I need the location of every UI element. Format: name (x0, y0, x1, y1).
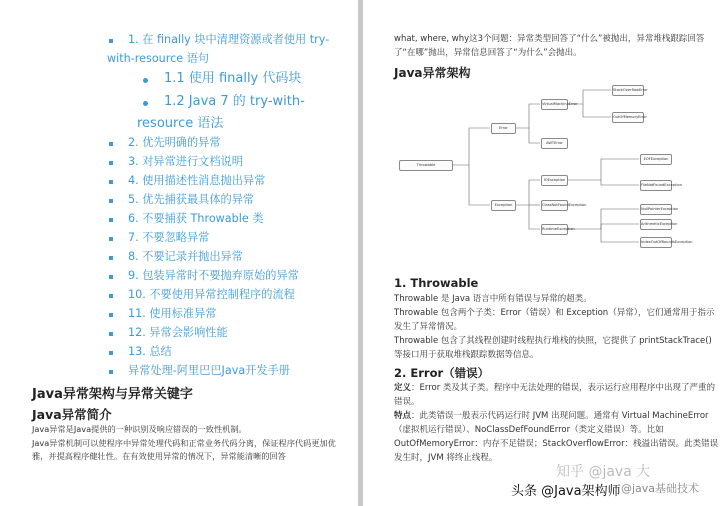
toc-item-alibaba[interactable]: 异常处理-阿里巴巴Java开发手册 (128, 364, 290, 377)
intro-paragraph-2: Java异常机制可以使程序中异常处理代码和正常业务代码分离，保证程序代码更加优雅，并提高程序健壮性。在有效使用异常的情况下，异常能清晰的回答 (32, 438, 336, 461)
toc-bullet (109, 199, 113, 203)
toc-sub-bullet (143, 78, 148, 83)
section-heading-exception-arch: Java异常架构 (394, 66, 471, 80)
section-heading-throwable: 1. Throwable (394, 276, 479, 290)
diagram-connectors (396, 80, 681, 272)
toc-bullet (109, 161, 113, 165)
toc-item-1-2-continued[interactable]: resource 语法 (137, 116, 224, 131)
watermark-extra: @java基础技术 (621, 482, 700, 495)
toc-sub-bullet (143, 101, 148, 106)
left-page (0, 0, 358, 506)
toc-bullet (109, 294, 113, 298)
toc-bullet (109, 256, 113, 260)
toc-item-1-1[interactable]: 1.1 使用 finally 代码块 (164, 71, 302, 86)
watermark-zhihu: 知乎 @java 大 (556, 464, 651, 480)
diagram-node-vm-error: VirtualMachineError (541, 99, 568, 110)
throwable-paragraph-2: Throwable 包含两个子类：Error（错误）和 Exception（异常），它们通常用于指示发生了异常情况。 (394, 308, 715, 332)
definition-text: ：Error 类及其子类。程序中无法处理的错误，表示运行应用程序中出现了严重的错误。 (394, 383, 715, 407)
toc-item-10[interactable]: 10. 不要使用异常控制程序的流程 (128, 288, 295, 301)
watermark-toutiao: 头条 @Java架构师 (511, 484, 621, 499)
section-heading-error: 2. Error（错误） (394, 366, 490, 380)
definition-label: 定义 (394, 383, 412, 393)
toc-item-1-2[interactable]: 1.2 Java 7 的 try-with- (164, 94, 305, 109)
error-definition (394, 381, 719, 409)
intro-continued: what, where, why这3个问题：异常类型回答了“什么”被抛出，异常堆栈跟踪回答了“在哪”抛出，异常信息回答了“为什么”会抛出。 (394, 34, 705, 58)
toc-item-6[interactable]: 6. 不要捕获 Throwable 类 (128, 212, 264, 225)
toc-item-13[interactable]: 13. 总结 (128, 345, 172, 358)
diagram-node-error: Error (491, 123, 516, 134)
toc-item-3[interactable]: 3. 对异常进行文档说明 (128, 155, 243, 168)
toc-bullet (109, 370, 113, 374)
features-label: 特点 (394, 411, 412, 421)
toc-bullet (109, 142, 113, 146)
right-page (363, 0, 720, 506)
toc-item-7[interactable]: 7. 不要忽略异常 (128, 231, 210, 244)
toc-item-4[interactable]: 4. 使用描述性消息抛出异常 (128, 174, 266, 187)
toc-item-12[interactable]: 12. 异常会影响性能 (128, 326, 228, 339)
diagram-node-runtime: RuntimeException (541, 224, 568, 235)
diagram-node-nullpointer: NullPointerException (640, 204, 672, 215)
diagram-node-outofmemory: OutOfMemoryError (612, 112, 644, 123)
toc-item-1[interactable]: 1. 在 finally 块中清理资源或者使用 try- (128, 33, 330, 46)
toc-item-9[interactable]: 9. 包装异常时不要抛弃原始的异常 (128, 269, 299, 282)
diagram-node-filenotfound: FileNotFoundException (640, 180, 672, 191)
toc-item-1-continued[interactable]: with-resource 语句 (107, 52, 210, 65)
diagram-node-stackoverflow: StackOverflowError (612, 85, 644, 96)
diagram-node-eof: EOFException (640, 154, 672, 165)
toc-bullet (109, 237, 113, 241)
toc-bullet (109, 351, 113, 355)
diagram-node-awt-error: AWTError (541, 138, 568, 149)
diagram-node-classnotfound: ClassNotFoundException (541, 200, 568, 211)
diagram-node-throwable: Throwable (399, 160, 453, 171)
error-features (394, 409, 719, 465)
throwable-paragraph-3: Throwable 包含了其线程创建时线程执行堆栈的快照，它提供了 printStackTrace() 等接口用于获取堆栈跟踪数据等信息。 (394, 336, 712, 360)
toc-bullet (109, 332, 113, 336)
intro-paragraph-1: Java异常是Java提供的一种识别及响应错误的一致性机制。 (32, 424, 247, 434)
toc-bullet (109, 313, 113, 317)
throwable-paragraph-1: Throwable 是 Java 语言中所有错误与异常的超类。 (394, 294, 592, 304)
diagram-node-indexoutofbounds: IndexOutOfBoundsException (640, 237, 672, 248)
toc-item-2[interactable]: 2. 优先明确的异常 (128, 136, 221, 149)
section-heading-intro: Java异常简介 (32, 407, 112, 422)
toc-bullet (109, 180, 113, 184)
toc-bullet (109, 218, 113, 222)
toc-item-11[interactable]: 11. 使用标准异常 (128, 307, 217, 320)
toc-item-5[interactable]: 5. 优先捕获最具体的异常 (128, 193, 255, 206)
toc-bullet (109, 39, 113, 43)
diagram-node-ioexception: IOException (541, 175, 568, 186)
features-text: ：此类错误一般表示代码运行时 JVM 出现问题。通常有 Virtual MachineError（虚拟机运行错误）、NoClassDefFoundError（类定义错误）等。比如 OutOfMemoryError：内存不足错误；StackOverflowError：栈溢出错误。此类错误发生时，JVM 将终止线程。 (394, 411, 719, 463)
exception-hierarchy-diagram (396, 80, 693, 272)
toc-bullet (109, 275, 113, 279)
diagram-node-arithmetic: ArithmeticException (640, 219, 672, 230)
diagram-node-exception: Exception (491, 200, 516, 211)
toc-item-8[interactable]: 8. 不要记录并抛出异常 (128, 250, 243, 263)
section-heading-arch-keywords: Java异常架构与异常关键字 (32, 387, 193, 402)
